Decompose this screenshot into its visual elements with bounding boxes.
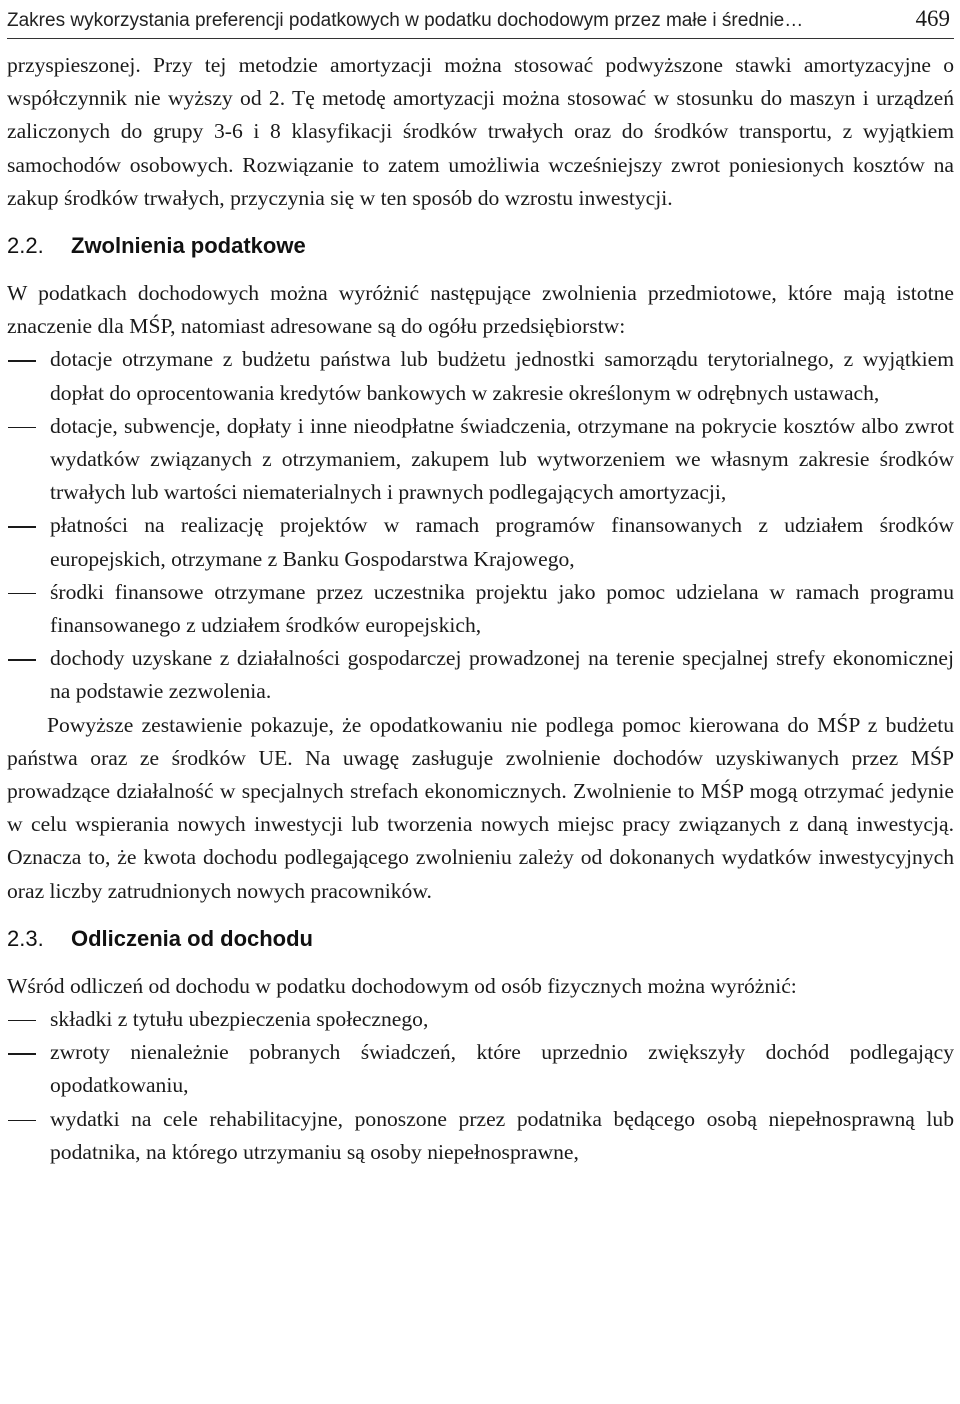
running-head <box>7 0 954 38</box>
page-number: 469 <box>915 6 950 31</box>
section-title: Odliczenia od dochodu <box>71 925 313 951</box>
exemptions-list <box>7 343 954 708</box>
list-item-text: środki finansowe otrzymane przez uczestnika projektu jako pomoc udzielana w ramach programu finansowanego z udziałem środków europejskich, <box>50 579 954 638</box>
list-item-text: zwroty nienależnie pobranych świadczeń, które uprzednio zwiększyły dochód podlegający opodatkowaniu, <box>50 1040 954 1098</box>
running-title: Zakres wykorzystania preferencji podatkowych w podatku dochodowym przez małe i średnie… <box>7 10 804 31</box>
list-item-text: dotacje, subwencje, dopłaty i inne nieodpłatne świadczenia, otrzymane na pokrycie kosztów albo zwrot wydatków związanych z otrzymaniem, zakupem lub wytworzeniem we własnym zakresie środków trwałych lub wartości niematerialnych i prawnych podlegających amortyzacji, <box>50 413 954 505</box>
deductions-list <box>7 1003 954 1169</box>
section-title: Zwolnienia podatkowe <box>71 233 306 259</box>
list-item <box>7 576 954 642</box>
intro-paragraph: przyspieszonej. Przy tej metodzie amortyzacji można stosować podwyższone stawki amortyzacyjne o współczynnik nie wyższy od 2. Tę metodę amortyzacji można stosować w stosunku do maszyn i urządzeń zaliczonych do grupy 3-6 i 8 klasyfikacji środków trwałych oraz do środków transportu, z wyjątkiem samochodów osobowych. Rozwiązanie to zatem umożliwia wcześniejszy zwrot poniesionych kosztów na zakup środków trwałych, przyczynia się w ten sposób do wzrostu inwestycji. <box>7 53 954 210</box>
section-2-3-intro: Wśród odliczeń od dochodu w podatku dochodowym od osób fizycznych można wyróżnić: <box>7 973 797 998</box>
list-item <box>7 1103 954 1169</box>
section-2-2-intro: W podatkach dochodowych można wyróżnić następujące zwolnienia przedmiotowe, które mają istotne znaczenie dla MŚP, natomiast adresowane są do ogółu przedsiębiorstw: <box>7 281 954 339</box>
section-number: 2.3. <box>7 925 44 951</box>
list-item-text: składki z tytułu ubezpieczenia społecznego, <box>50 1007 429 1032</box>
list-item <box>7 343 954 409</box>
list-item <box>7 1003 954 1036</box>
list-item <box>7 642 954 708</box>
section-heading-2-2 <box>7 231 954 261</box>
list-item-text: wydatki na cele rehabilitacyjne, ponoszone przez podatnika będącego osobą niepełnosprawną lub podatnika, na którego utrzymaniu są osoby niepełnosprawne, <box>50 1106 954 1164</box>
list-item-text: płatności na realizację projektów w ramach programów finansowanych z udziałem środków europejskich, otrzymane z Banku Gospodarstwa Krajowego, <box>50 513 954 571</box>
list-item <box>7 1036 954 1102</box>
section-heading-2-3 <box>7 924 954 954</box>
list-item <box>7 509 954 575</box>
section-number: 2.2. <box>7 233 44 259</box>
list-item-text: dotacje otrzymane z budżetu państwa lub budżetu jednostki samorządu terytorialnego, z wyjątkiem dopłat do oprocentowania kredytów bankowych w zakresie określonym w odrębnych ustawach, <box>50 347 954 405</box>
list-item <box>7 410 954 510</box>
section-2-2-closing: Powyższe zestawienie pokazuje, że opodatkowaniu nie podlega pomoc kierowana do MŚP z budżetu państwa oraz ze środków UE. Na uwagę zasługuje zwolnienie dochodów uzyskiwanych przez MŚP prowadzące działalność w specjalnych strefach ekonomicznych. Zwolnienie to MŚP mogą otrzymać jedynie w celu wspierania nowych inwestycji lub tworzenia nowych miejsc pracy związanych z daną inwestycją. Oznacza to, że kwota dochodu podlegającego zwolnieniu zależy od dokonanych wydatków inwestycyjnych oraz liczby zatrudnionych nowych pracowników. <box>7 712 954 903</box>
list-item-text: dochody uzyskane z działalności gospodarczej prowadzonej na terenie specjalnej strefy ekonomicznej na podstawie zezwolenia. <box>50 646 954 704</box>
